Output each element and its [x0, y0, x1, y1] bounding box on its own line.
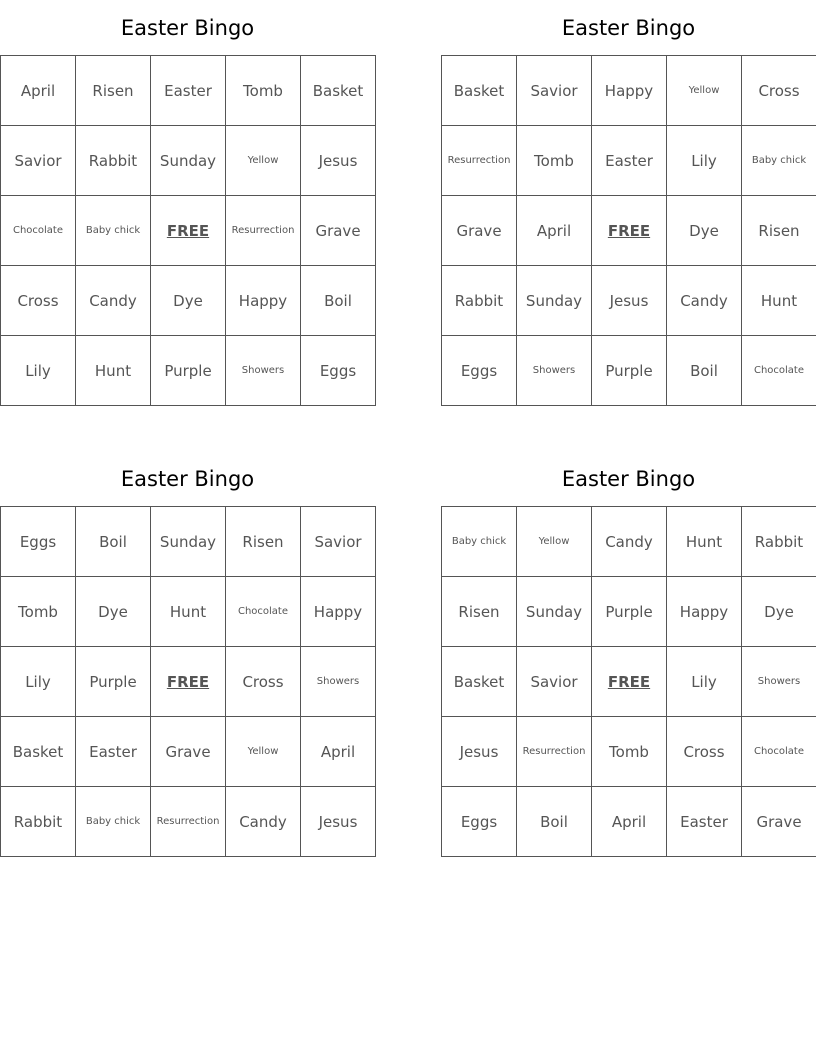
bingo-cell: Sunday: [151, 507, 226, 577]
bingo-cell: Baby chick: [742, 126, 816, 196]
bingo-cell: Basket: [442, 647, 517, 717]
bingo-card: [441, 0, 816, 406]
bingo-cell: Basket: [1, 717, 76, 787]
bingo-cell: Hunt: [667, 507, 742, 577]
bingo-cell: Grave: [442, 196, 517, 266]
bingo-cell: Eggs: [442, 336, 517, 406]
bingo-cell: Easter: [76, 717, 151, 787]
bingo-cell: Tomb: [592, 717, 667, 787]
bingo-cell: Risen: [442, 577, 517, 647]
bingo-cell: Boil: [301, 266, 376, 336]
bingo-cell: Yellow: [226, 717, 301, 787]
bingo-cell: April: [1, 56, 76, 126]
bingo-cell: Chocolate: [742, 336, 816, 406]
bingo-cell: Candy: [667, 266, 742, 336]
bingo-cell: Grave: [301, 196, 376, 266]
bingo-cell: Candy: [76, 266, 151, 336]
bingo-cell: Dye: [151, 266, 226, 336]
bingo-cell: Yellow: [517, 507, 592, 577]
bingo-cell: Hunt: [76, 336, 151, 406]
bingo-cell: Lily: [1, 647, 76, 717]
bingo-cell: Rabbit: [1, 787, 76, 857]
bingo-cell: Happy: [226, 266, 301, 336]
bingo-cell: Resurrection: [442, 126, 517, 196]
bingo-cell: Rabbit: [76, 126, 151, 196]
bingo-grid: [0, 506, 376, 857]
bingo-cell: Purple: [151, 336, 226, 406]
free-space-cell: FREE: [592, 647, 667, 717]
bingo-cell: Showers: [301, 647, 376, 717]
bingo-cell: Hunt: [151, 577, 226, 647]
bingo-cell: Resurrection: [226, 196, 301, 266]
bingo-cell: Risen: [742, 196, 816, 266]
bingo-cell: Risen: [76, 56, 151, 126]
bingo-cell: Sunday: [517, 577, 592, 647]
bingo-cell: Savior: [301, 507, 376, 577]
bingo-cell: Happy: [667, 577, 742, 647]
bingo-cell: Dye: [742, 577, 816, 647]
bingo-cell: Chocolate: [1, 196, 76, 266]
card-title: Easter Bingo: [120, 16, 255, 40]
bingo-cell: Showers: [517, 336, 592, 406]
bingo-cell: April: [301, 717, 376, 787]
bingo-cell: Tomb: [517, 126, 592, 196]
bingo-cell: Lily: [1, 336, 76, 406]
bingo-cell: Savior: [1, 126, 76, 196]
bingo-cell: Lily: [667, 647, 742, 717]
free-space-cell: FREE: [592, 196, 667, 266]
bingo-cell: Jesus: [592, 266, 667, 336]
bingo-cell: Hunt: [742, 266, 816, 336]
bingo-card: [0, 451, 375, 857]
bingo-cell: Baby chick: [442, 507, 517, 577]
bingo-cell: Jesus: [301, 126, 376, 196]
bingo-cell: Savior: [517, 647, 592, 717]
bingo-cell: Tomb: [226, 56, 301, 126]
bingo-cell: Chocolate: [742, 717, 816, 787]
bingo-cell: Rabbit: [442, 266, 517, 336]
bingo-cell: Easter: [592, 126, 667, 196]
card-title: Easter Bingo: [561, 16, 696, 40]
bingo-cell: Dye: [667, 196, 742, 266]
bingo-cell: Yellow: [667, 56, 742, 126]
bingo-card: [441, 451, 816, 857]
bingo-cell: Rabbit: [742, 507, 816, 577]
card-title: Easter Bingo: [561, 467, 696, 491]
bingo-cell: Cross: [742, 56, 816, 126]
free-space-cell: FREE: [151, 196, 226, 266]
bingo-cell: Showers: [226, 336, 301, 406]
bingo-cell: Candy: [592, 507, 667, 577]
bingo-cell: Grave: [742, 787, 816, 857]
bingo-cell: Purple: [592, 577, 667, 647]
bingo-cell: Eggs: [442, 787, 517, 857]
bingo-cell: Cross: [226, 647, 301, 717]
bingo-cell: Sunday: [517, 266, 592, 336]
bingo-cell: Resurrection: [517, 717, 592, 787]
bingo-cell: Candy: [226, 787, 301, 857]
bingo-cell: Jesus: [301, 787, 376, 857]
bingo-cell: Dye: [76, 577, 151, 647]
bingo-grid: [0, 55, 376, 406]
bingo-cell: Grave: [151, 717, 226, 787]
bingo-cell: Boil: [667, 336, 742, 406]
bingo-cell: April: [517, 196, 592, 266]
bingo-cell: Easter: [151, 56, 226, 126]
bingo-card: [0, 0, 375, 406]
bingo-cell: Eggs: [1, 507, 76, 577]
bingo-cell: Happy: [592, 56, 667, 126]
bingo-cell: Boil: [517, 787, 592, 857]
bingo-cell: Eggs: [301, 336, 376, 406]
bingo-cell: Basket: [301, 56, 376, 126]
bingo-cell: Sunday: [151, 126, 226, 196]
free-space-cell: FREE: [151, 647, 226, 717]
bingo-cell: Happy: [301, 577, 376, 647]
bingo-cell: Easter: [667, 787, 742, 857]
card-title: Easter Bingo: [120, 467, 255, 491]
bingo-cell: Basket: [442, 56, 517, 126]
bingo-cell: Cross: [667, 717, 742, 787]
bingo-cell: Tomb: [1, 577, 76, 647]
bingo-cell: Showers: [742, 647, 816, 717]
bingo-cell: Yellow: [226, 126, 301, 196]
bingo-cell: Baby chick: [76, 196, 151, 266]
bingo-cell: Purple: [592, 336, 667, 406]
bingo-cell: Risen: [226, 507, 301, 577]
bingo-grid: [441, 506, 816, 857]
bingo-cell: Chocolate: [226, 577, 301, 647]
bingo-cell: Boil: [76, 507, 151, 577]
bingo-cell: Lily: [667, 126, 742, 196]
bingo-cell: Jesus: [442, 717, 517, 787]
bingo-grid: [441, 55, 816, 406]
bingo-cell: Resurrection: [151, 787, 226, 857]
bingo-cell: Savior: [517, 56, 592, 126]
bingo-cell: Purple: [76, 647, 151, 717]
bingo-cell: Cross: [1, 266, 76, 336]
bingo-cell: Baby chick: [76, 787, 151, 857]
bingo-cell: April: [592, 787, 667, 857]
